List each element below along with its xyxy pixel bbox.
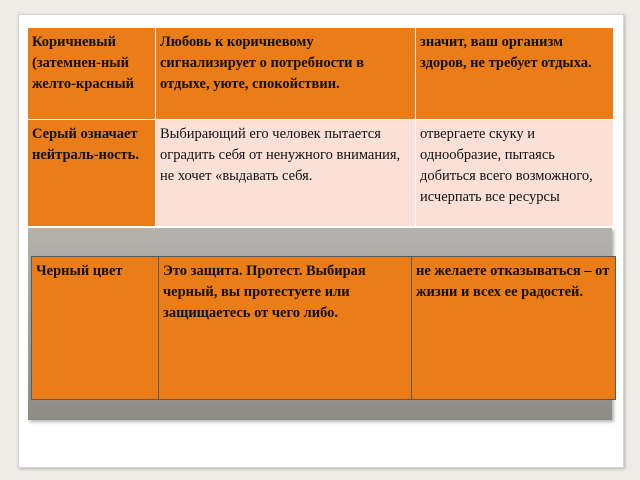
cell-meaning: Выбирающий его человек пытается оградить себя от ненужного внимания, не хочет «выдавать себя. [156, 120, 416, 227]
cell-meaning: Любовь к коричневому сигнализирует о потребности в отдыхе, уюте, спокойствии. [156, 28, 416, 120]
cell-interpretation: не желаете отказываться – от жизни и всех ее радостей. [412, 257, 616, 400]
color-meaning-table-bottom [31, 256, 616, 400]
color-meaning-table-top [27, 27, 614, 227]
table-row-brown [28, 28, 614, 120]
cell-color-name: Серый означает нейтраль-ность. [28, 120, 156, 227]
table-row-black [32, 257, 616, 400]
cell-color-name: Коричневый (затемнен-ный желто-красный [28, 28, 156, 120]
cell-meaning: Это защита. Протест. Выбирая черный, вы протестуете или защищаетесь от чего либо. [159, 257, 412, 400]
cell-color-name: Черный цвет [32, 257, 159, 400]
cell-interpretation: отвергаете скуку и однообразие, пытаясь добиться всего возможного, исчерпать все ресурсы [416, 120, 614, 227]
table-row-gray [28, 120, 614, 227]
cell-interpretation: значит, ваш организм здоров, не требует отдыха. [416, 28, 614, 120]
